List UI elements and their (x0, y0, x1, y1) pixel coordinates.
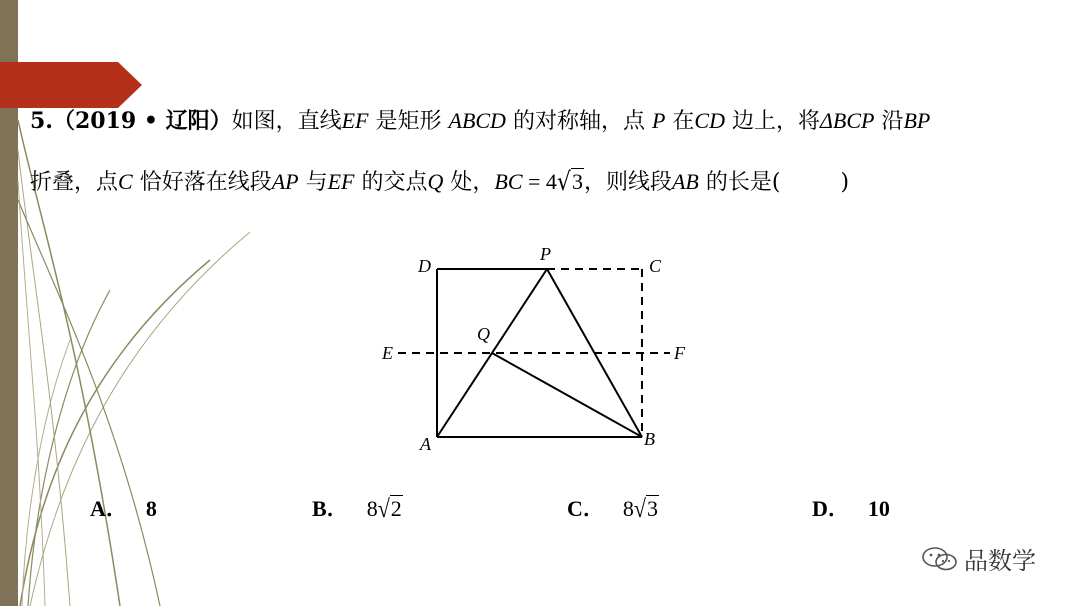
math-BP: BP (903, 108, 931, 133)
watermark-text: 品数学 (964, 547, 1036, 575)
label-C: C (649, 256, 662, 276)
option-a-letter: A． (90, 496, 128, 521)
math-AP: AP (271, 169, 299, 194)
option-b-radicand: 2 (390, 496, 402, 521)
question-text: 沿 (874, 109, 904, 134)
geometry-figure (370, 240, 700, 460)
segment-QB (492, 353, 642, 437)
label-Q: Q (477, 324, 490, 344)
question-text: 折叠，点 (30, 170, 119, 195)
wechat-icon (920, 544, 960, 574)
math-P: P (651, 108, 666, 133)
question-text: 与 (298, 170, 328, 195)
option-b-coef: 8 (366, 496, 378, 521)
question-text: ，则线段 (583, 170, 672, 195)
question-text: 边上，将 (724, 109, 820, 134)
math-EF: EF (327, 169, 355, 194)
question-line-1 (30, 106, 930, 137)
option-d-letter: D． (812, 496, 850, 521)
option-d[interactable] (812, 494, 890, 524)
question-text: 恰好落在线段 (132, 170, 272, 195)
option-a[interactable] (90, 494, 157, 524)
math-ABCD: ABCD (448, 108, 506, 133)
question-text: 的对称轴，点 (505, 109, 652, 134)
title-tab (0, 62, 142, 108)
question-source: （2019 • 辽阳） (52, 108, 232, 134)
option-a-value: 8 (145, 496, 157, 521)
math-triangle-BCP: ΔBCP (819, 108, 875, 133)
option-b-sqrt: √2 (377, 494, 402, 523)
label-B: B (644, 429, 655, 449)
option-c-sqrt: √3 (633, 494, 658, 523)
label-F: F (674, 343, 685, 363)
radicand: 3 (571, 169, 583, 194)
question-text: ) (840, 170, 850, 195)
math-EF: EF (341, 108, 369, 133)
math-C: C (118, 169, 133, 194)
math-AB: AB (671, 169, 699, 194)
question-text: 的长是( (698, 170, 781, 195)
question-text: 如图，直线 (231, 109, 342, 134)
option-c-letter: C． (567, 496, 605, 521)
question-text: 处， (443, 170, 495, 195)
math-Q: Q (427, 169, 444, 194)
label-E: E (382, 343, 393, 363)
label-P: P (540, 244, 551, 264)
option-d-value: 10 (867, 496, 890, 521)
question-line-2 (30, 167, 849, 198)
option-c-coef: 8 (622, 496, 634, 521)
question-text: 在 (665, 109, 695, 134)
watermark (920, 541, 1036, 576)
math-BC: BC (494, 169, 523, 194)
question-text: 的交点 (354, 170, 428, 195)
question-text: 是矩形 (368, 109, 449, 134)
option-c-radicand: 3 (646, 496, 658, 521)
label-D: D (418, 256, 431, 276)
option-b-letter: B． (312, 496, 349, 521)
option-c[interactable] (567, 494, 659, 524)
question-number: 5. (30, 108, 53, 134)
math-CD: CD (694, 108, 725, 133)
option-b[interactable] (312, 494, 403, 524)
label-A: A (420, 434, 431, 454)
math-equals: = 4 (522, 169, 557, 194)
sqrt-expression: √3 (556, 168, 583, 197)
